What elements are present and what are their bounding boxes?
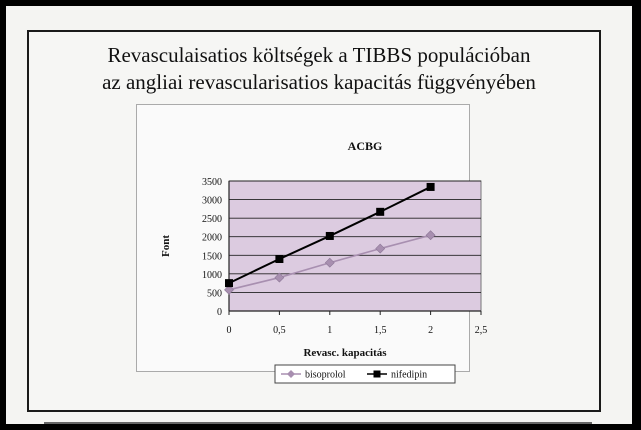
y-tick-label: 2000 bbox=[202, 232, 222, 244]
y-tick-label: 1000 bbox=[202, 269, 222, 281]
x-tick-label: 1 bbox=[327, 325, 333, 336]
x-tick-label: 2,5 bbox=[474, 325, 488, 336]
chart-container bbox=[136, 104, 488, 381]
plot-area bbox=[229, 181, 481, 311]
legend-label-nifedipin: nifedipin bbox=[391, 369, 428, 381]
data-point-nifedipin bbox=[225, 279, 233, 287]
y-axis-label: Font bbox=[160, 235, 172, 257]
line-chart bbox=[137, 105, 488, 381]
x-tick-label: 0,5 bbox=[273, 325, 286, 336]
y-tick-label: 2500 bbox=[202, 214, 222, 226]
legend-marker-nifedipin bbox=[374, 371, 381, 378]
x-tick-label: 2 bbox=[428, 325, 434, 336]
legend-box bbox=[275, 365, 455, 383]
slide bbox=[6, 6, 632, 424]
bottom-rule bbox=[44, 422, 592, 424]
x-axis-label: Revasc. kapacitás bbox=[303, 347, 387, 359]
y-tick-label: 3000 bbox=[202, 195, 222, 207]
y-tick-label: 500 bbox=[207, 288, 222, 300]
x-tick-label: 1,5 bbox=[373, 325, 387, 336]
legend-label-bisoprolol: bisoprolol bbox=[305, 369, 346, 381]
data-point-nifedipin bbox=[326, 232, 334, 240]
chart-title: ACBG bbox=[347, 139, 383, 153]
y-tick-label: 1500 bbox=[202, 251, 222, 263]
y-tick-label: 0 bbox=[217, 307, 222, 318]
y-tick-label: 3500 bbox=[202, 177, 222, 188]
slide-title-line-2: az angliai revascularisatios kapacitás függvényében bbox=[102, 70, 536, 94]
slide-title-line-1: Revasculaisatios költségek a TIBBS populációban bbox=[107, 43, 531, 67]
data-point-nifedipin bbox=[376, 208, 384, 216]
data-point-nifedipin bbox=[427, 183, 435, 191]
data-point-nifedipin bbox=[275, 255, 283, 263]
x-tick-label: 0 bbox=[226, 325, 232, 336]
